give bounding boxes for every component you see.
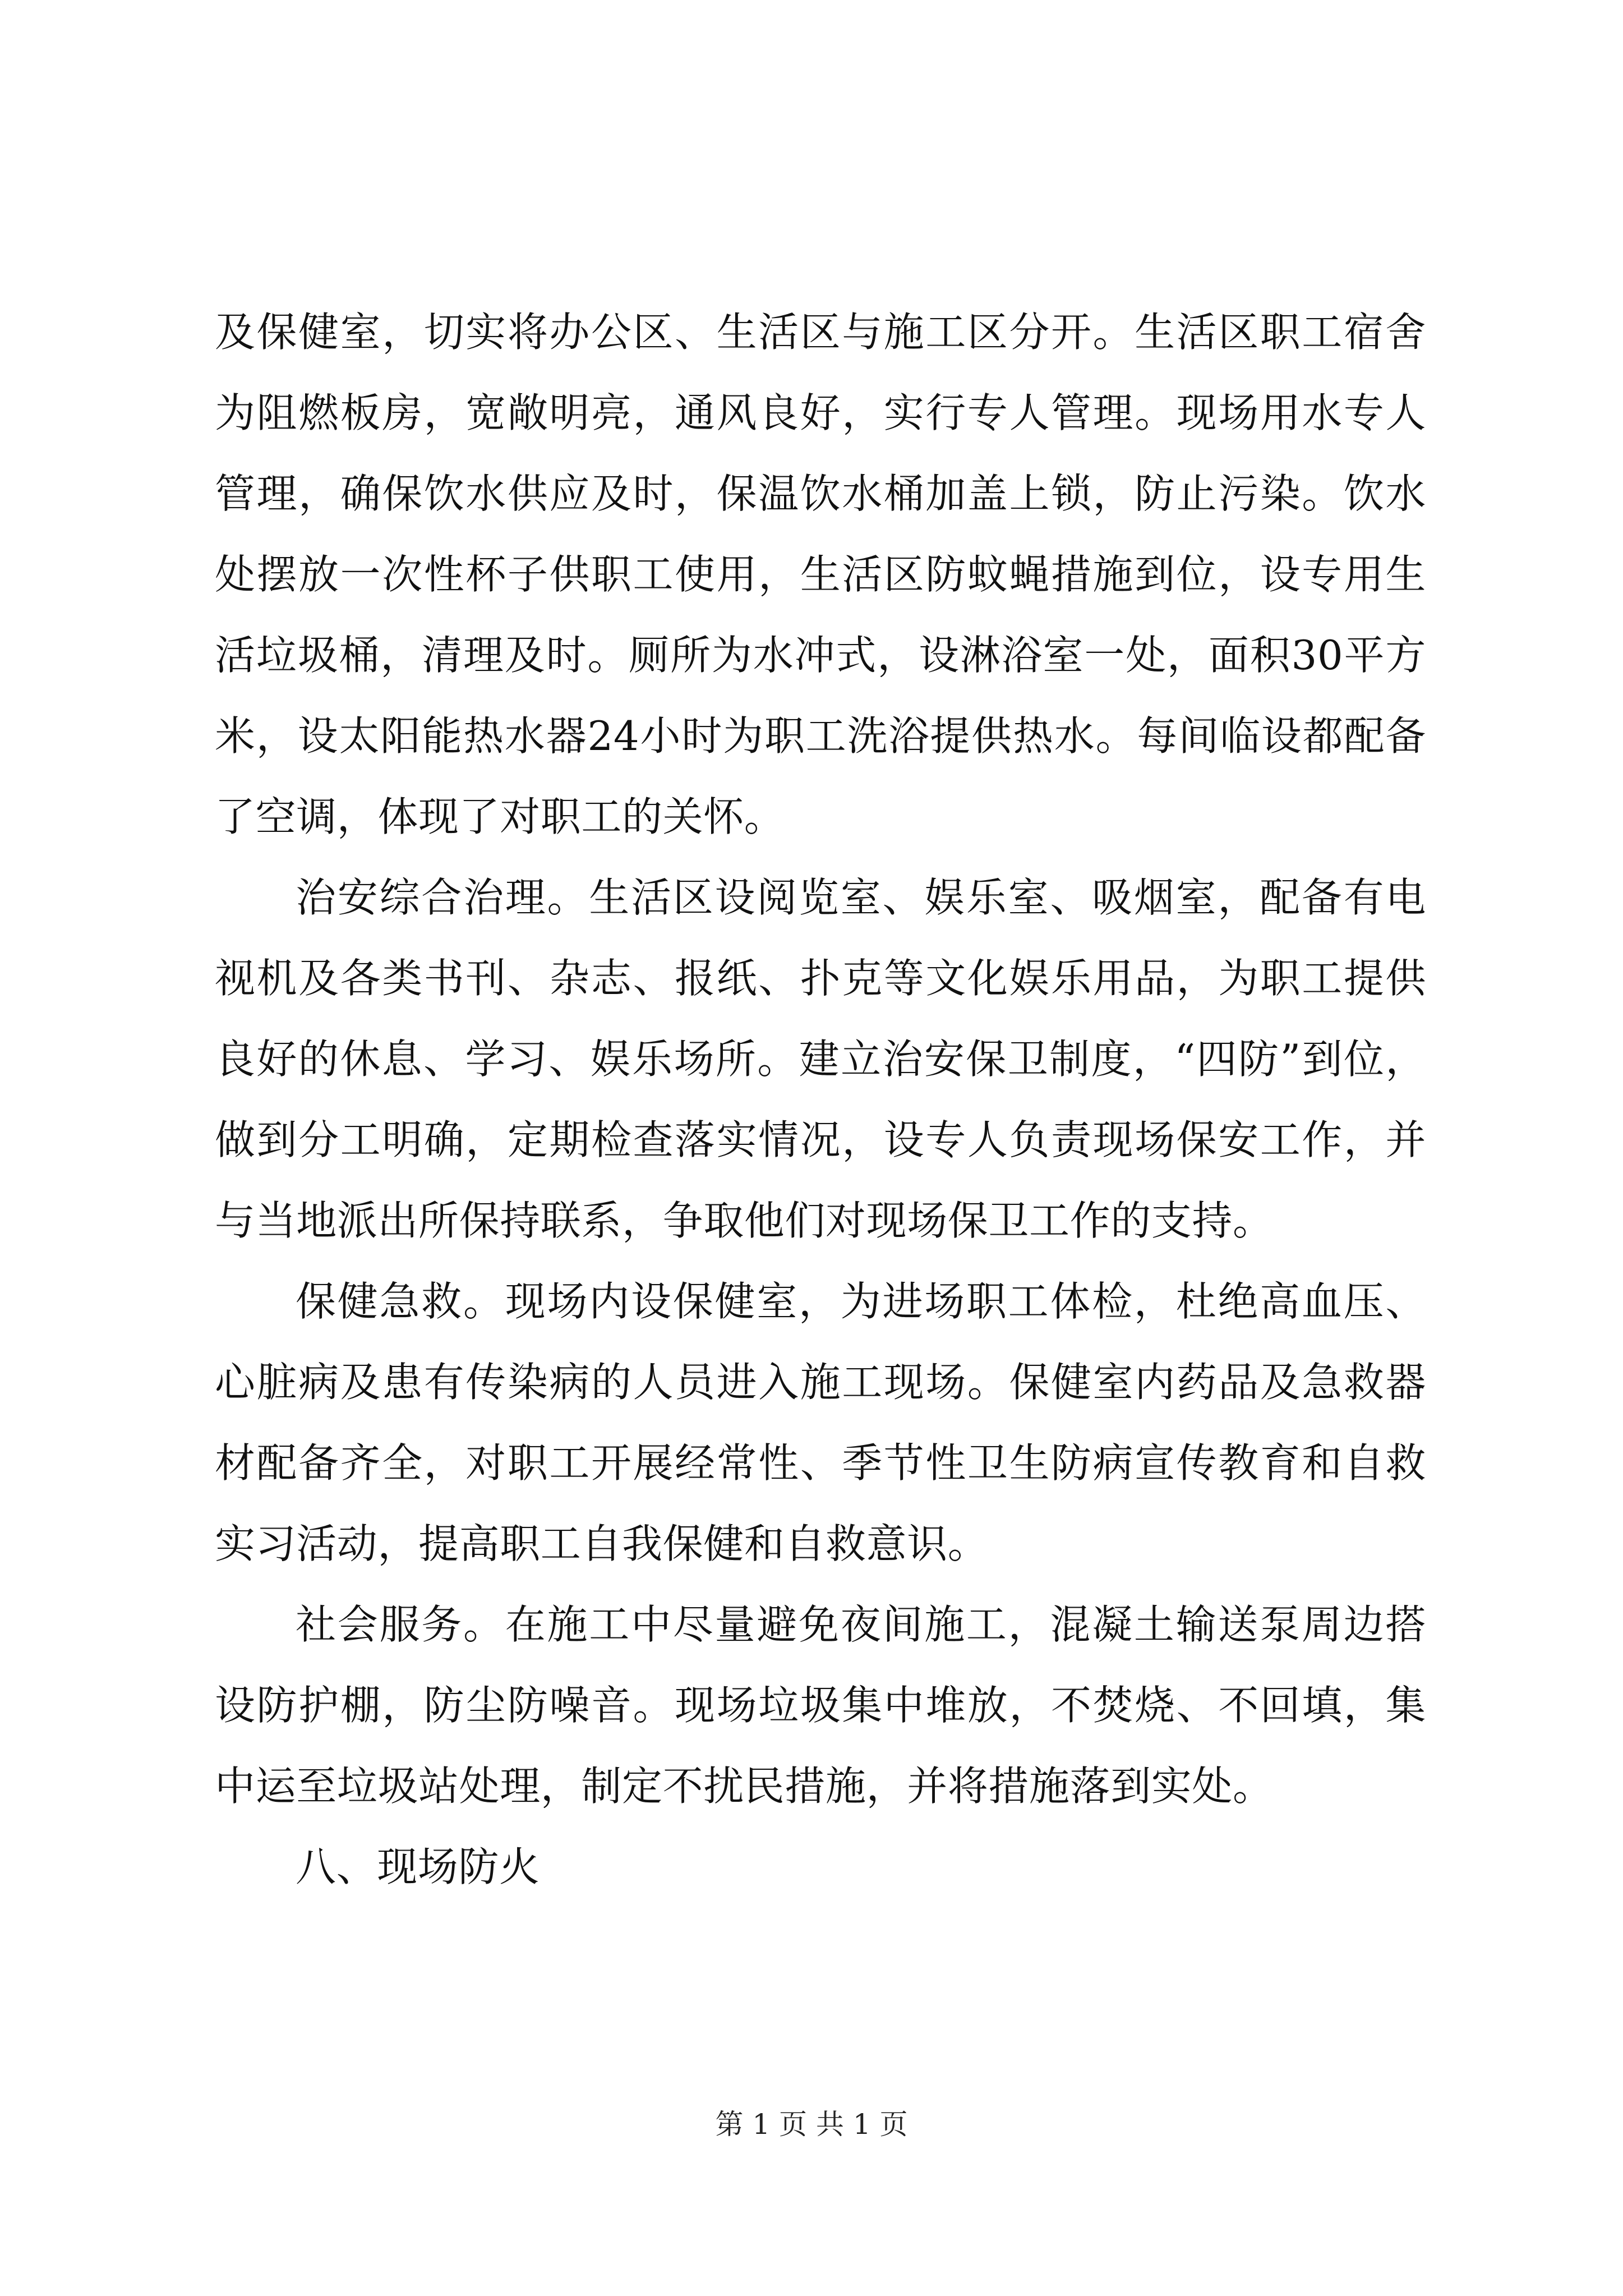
section-heading: 八、现场防火 <box>296 1843 540 1890</box>
paragraph-2: 治安综合治理。生活区设阅览室、娱乐室、吸烟室，配备有电视机及各类书刊、杂志、报纸、扑克等文化娱乐用品，为职工提供良好的休息、学习、娱乐场所。建立治安保卫制度，“四防”到位，做到分工明确，定期检查落实情况，设专人负责现场保安工作，并与当地派出所保持联系，争取他们对现场保卫工作的支持。 <box>215 874 1426 1244</box>
paragraph-3: 保健急救。现场内设保健室，为进场职工体检，杜绝高血压、心脏病及患有传染病的人员进入施工现场。保健室内药品及急救器材配备齐全，对职工开展经常性、季节性卫生防病宣传教育和自救实习活动，提高职工自我保健和自救意识。 <box>215 1278 1426 1567</box>
paragraph-4: 社会服务。在施工中尽量避免夜间施工，混凝土输送泵周边搭设防护棚，防尘防噪音。现场垃圾集中堆放，不焚烧、不回填，集中运至垃圾站处理，制定不扰民措施，并将措施落到实处。 <box>215 1601 1426 1810</box>
page-footer: 第 1 页 共 1 页 <box>715 2108 908 2141</box>
document-body <box>215 292 1426 1907</box>
paragraph-1: 及保健室，切实将办公区、生活区与施工区分开。生活区职工宿舍为阻燃板房，宽敞明亮，通风良好，实行专人管理。现场用水专人管理，确保饮水供应及时，保温饮水桶加盖上锁，防止污染。饮水处摆放一次性杯子供职工使用，生活区防蚊蝇措施到位，设专用生活垃圾桶，清理及时。厕所为水冲式，设淋浴室一处，面积30平方米，设太阳能热水器24小时为职工洗浴提供热水。每间临设都配备了空调，体现了对职工的关怀。 <box>215 309 1426 840</box>
